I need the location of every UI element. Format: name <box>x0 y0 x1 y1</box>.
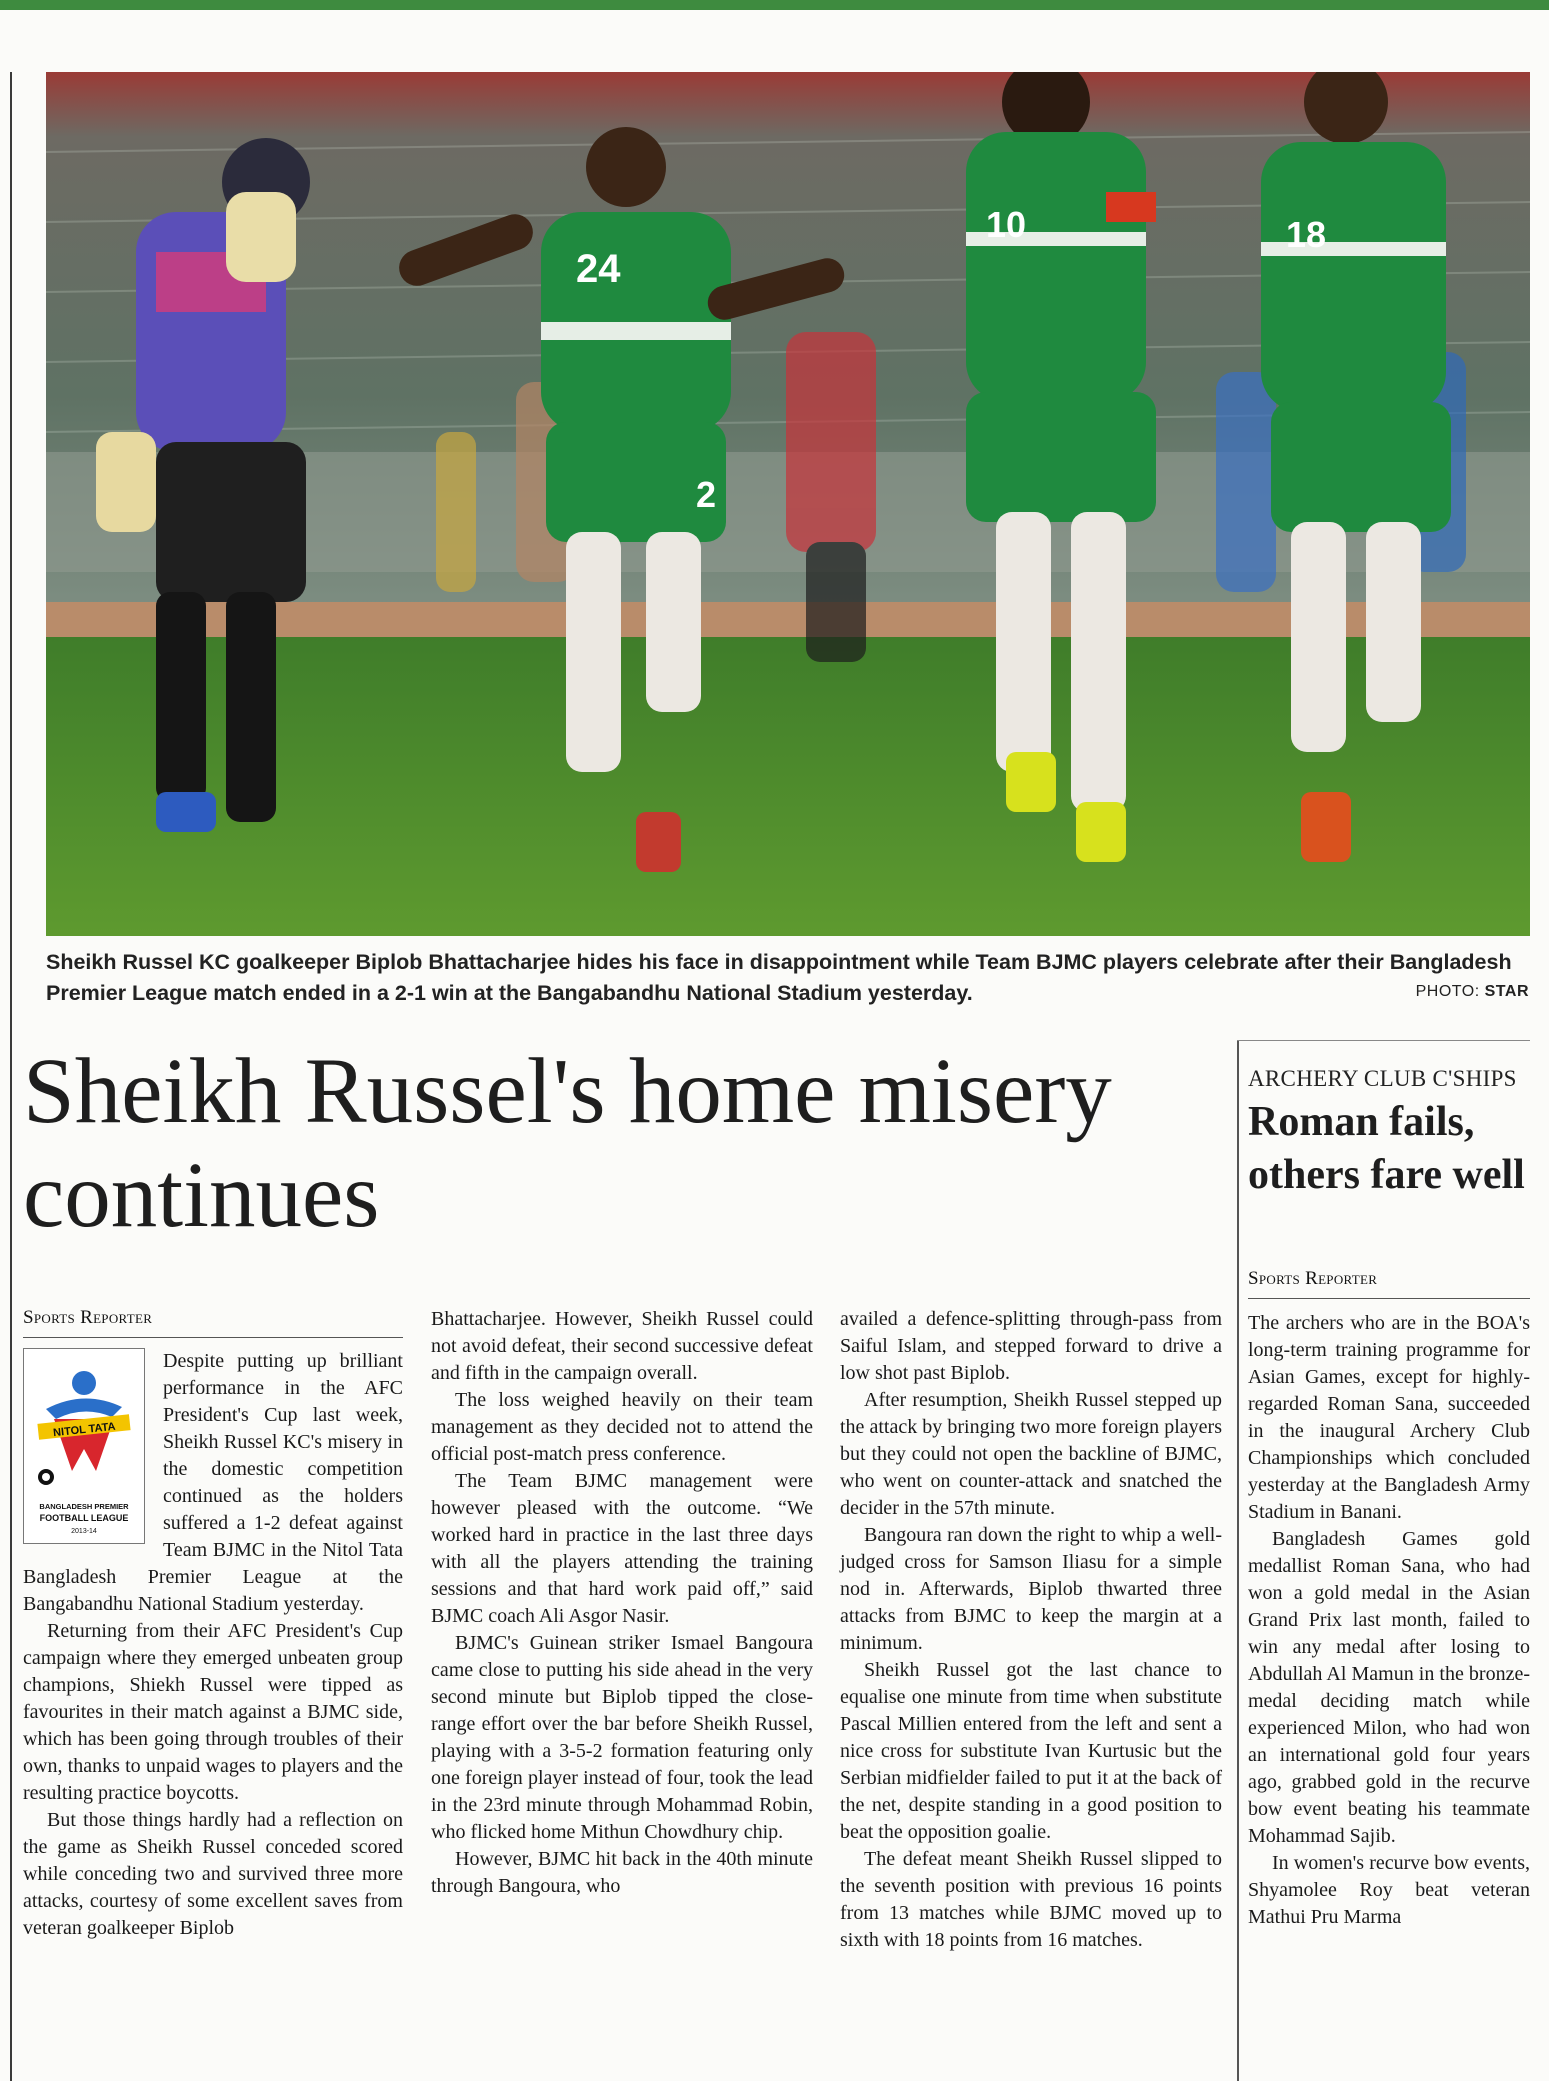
sidebar-paragraph: In women's recurve bow events, Shyamolee Roy beat veteran Mathui Pru Marma <box>1248 1852 1530 1928</box>
byline-rule <box>23 1337 403 1338</box>
photo-credit <box>1416 983 1529 1001</box>
col2-paragraph: The loss weighed heavily on their team management as they decided not to attend the official post-match press conference. <box>431 1389 813 1465</box>
col3-paragraph: Bangoura ran down the right to whip a well-judged cross for Samson Iliasu for a simple nod in. Afterwards, Biplob thwarted three attacks from BJMC to keep the margin at a minimum. <box>840 1524 1222 1654</box>
sidebar-byline-rule <box>1248 1298 1530 1299</box>
svg-text:BANGLADESH PREMIER: BANGLADESH PREMIER <box>39 1502 129 1511</box>
svg-text:FOOTBALL LEAGUE: FOOTBALL LEAGUE <box>39 1513 129 1523</box>
col1-paragraph: But those things hardly had a reflection on the game as Sheikh Russel conceded scored while conceding two and survived three more attacks, courtesy of some excellent saves from veteran goalkeeper Biplob <box>23 1809 403 1939</box>
photo-credit-source: STAR <box>1484 983 1529 1000</box>
league-logo <box>23 1348 145 1544</box>
col3-paragraph: Sheikh Russel got the last chance to equalise one minute from time when substitute Pascal Millien entered from the left and sent a nice cross for substitute Ivan Kurtusic but the Serbian midfielder failed to put it at the back of the net, despite standing in a good position to beat the opposition goalie. <box>840 1659 1222 1843</box>
col3-paragraph: availed a defence-splitting through-pass from Saiful Islam, and stepped forward to drive a low shot past Biplob. <box>840 1308 1222 1384</box>
article-headline: Sheikh Russel's home misery continues <box>23 1040 1112 1247</box>
photo-caption: Sheikh Russel KC goalkeeper Biplob Bhattacharjee hides his face in disappointment while Team BJMC players celebrate after their Bangladesh Premier League match ended in a 2-1 win at the Bangabandhu National Stadium yesterday. <box>46 950 1512 1005</box>
col3-paragraph: The defeat meant Sheikh Russel slipped to the seventh position with previous 16 points from 13 matches while BJMC moved up to sixth with 18 points from 16 matches. <box>840 1848 1222 1951</box>
col2-paragraph: BJMC's Guinean striker Ismael Bangoura came close to putting his side ahead in the very second minute but Biplob tipped the close-range effort over the bar before Sheikh Russel, playing with a 3-5-2 formation featuring only one foreign player instead of four, took the lead in the 23rd minute through Mohammad Robin, who flicked home Mithun Chowdhury chip. <box>431 1632 813 1843</box>
article-column-2 <box>431 1306 813 1900</box>
svg-text:NITOL TATA: NITOL TATA <box>52 1420 117 1440</box>
article-column-1 <box>23 1348 403 1942</box>
sidebar-headline: Roman fails, others fare well <box>1248 1099 1525 1198</box>
match-photo <box>46 72 1530 936</box>
sidebar-top-rule <box>1237 1040 1530 1041</box>
article-column-3 <box>840 1306 1222 1954</box>
col2-paragraph: However, BJMC hit back in the 40th minute through Bangoura, who <box>431 1848 813 1897</box>
col3-paragraph: After resumption, Sheikh Russel stepped up the attack by bringing two more foreign players but they could not open the backline of BJMC, who went on counter-attack and snatched the decider in the 57th minute. <box>840 1389 1222 1519</box>
col2-paragraph: The Team BJMC management were however pleased with the outcome. “We worked hard in practice in the last three days with all the players attending the training sessions and that hard work paid off,” said BJMC coach Ali Asgor Nasir. <box>431 1470 813 1627</box>
photo-credit-prefix: PHOTO: <box>1415 983 1480 1000</box>
top-color-bar <box>0 0 1549 10</box>
sidebar-paragraph: The archers who are in the BOA's long-term training programme for Asian Games, except for highly-regarded Roman Sana, succeeded in the inaugural Archery Club Championships which concluded yesterday at the Bangladesh Army Stadium in Banani. <box>1248 1312 1530 1523</box>
sidebar-paragraph: Bangladesh Games gold medallist Roman Sana, who had won a gold medal in the Asian Grand Prix last month, failed to win any medal after losing to Abdullah Al Mamun in the bronze-medal deciding match while experienced Milon, who had won an international gold four years ago, grabbed gold in the recurve bow event beating his teammate Mohammad Sajib. <box>1248 1528 1530 1847</box>
svg-text:18: 18 <box>1286 214 1327 255</box>
article-byline: Sports Reporter <box>23 1307 153 1328</box>
left-column-rule <box>10 72 12 2081</box>
sidebar-byline: Sports Reporter <box>1248 1268 1378 1289</box>
col1-paragraph: Despite putting up brilliant performance in the AFC President's Cup last week, Sheikh Russel KC's misery in the domestic competition continued as the holders suffered a 1-2 defeat against Team BJMC in the Nitol Tata Bangladesh Premier League at the Bangabandhu National Stadium yesterday. <box>23 1350 403 1615</box>
sidebar-column <box>1248 1310 1530 1931</box>
svg-text:10: 10 <box>986 204 1027 245</box>
sidebar-kicker: ARCHERY CLUB C'SHIPS <box>1248 1066 1517 1091</box>
col1-paragraph: Returning from their AFC President's Cup campaign where they emerged unbeaten group champions, Shiekh Russel were tipped as favourites in their match against a BJMC side, which has been going through troubles of their own, thanks to unpaid wages to players and the resulting practice boycotts. <box>23 1620 403 1804</box>
svg-text:24: 24 <box>576 247 621 291</box>
sidebar-rule <box>1237 1040 1239 2081</box>
svg-text:2: 2 <box>696 474 717 515</box>
col2-paragraph: Bhattacharjee. However, Sheikh Russel could not avoid defeat, their second successive defeat and fifth in the campaign overall. <box>431 1308 813 1384</box>
svg-text:2013-14: 2013-14 <box>71 1528 97 1535</box>
